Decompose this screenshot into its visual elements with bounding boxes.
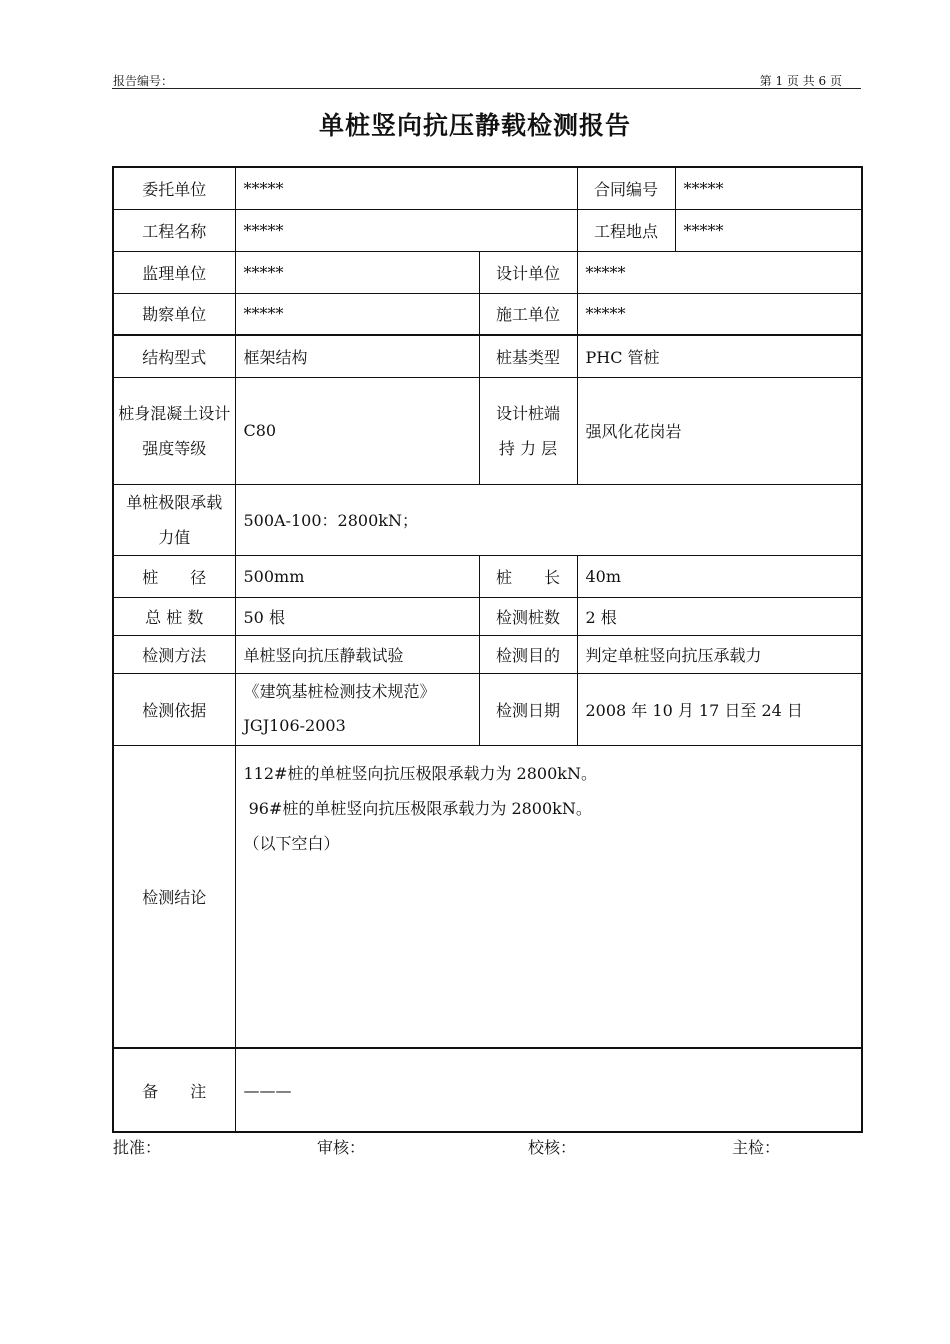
client-label: 委托单位	[113, 167, 235, 209]
row-basis	[113, 673, 862, 745]
designer-value: *****	[577, 251, 862, 293]
capacity-value: 500A-100：2800kN；	[235, 484, 862, 555]
bearing-layer-label: 设计桩端持 力 层	[479, 377, 577, 484]
row-survey	[113, 293, 862, 335]
page-indicator: 第 1 页 共 6 页	[759, 74, 842, 88]
concrete-label: 桩身混凝土设计强度等级	[113, 377, 235, 484]
supervisor-label: 监理单位	[113, 251, 235, 293]
review-signature: 审核：	[317, 1138, 366, 1157]
length-label: 桩 长	[479, 555, 577, 597]
purpose-value: 判定单桩竖向抗压承载力	[577, 635, 862, 673]
builder-label: 施工单位	[479, 293, 577, 335]
builder-value: *****	[577, 293, 862, 335]
purpose-label: 检测目的	[479, 635, 577, 673]
basis-value	[235, 673, 479, 745]
total-label: 总 桩 数	[113, 597, 235, 635]
date-value: 2008 年 10 月 17 日至 24 日	[577, 673, 862, 745]
location-value: *****	[675, 209, 862, 251]
structure-label: 结构型式	[113, 335, 235, 377]
bearing-layer-value: 强风化花岗岩	[577, 377, 862, 484]
approve-signature: 批准：	[113, 1138, 162, 1157]
conclusion-value	[235, 745, 862, 1048]
inspector-signature: 主检：	[732, 1138, 781, 1157]
report-title: 单桩竖向抗压静载检测报告	[318, 111, 631, 140]
remarks-label: 备 注	[113, 1048, 235, 1132]
basis-standard-name: 《建筑基桩检测技术规范》	[243, 682, 436, 701]
total-value: 50 根	[235, 597, 479, 635]
conclusion-line: （以下空白）	[243, 833, 340, 853]
survey-value: *****	[235, 293, 479, 335]
contract-label: 合同编号	[577, 167, 675, 209]
location-label: 工程地点	[577, 209, 675, 251]
method-label: 检测方法	[113, 635, 235, 673]
header-divider	[112, 88, 861, 89]
method-value: 单桩竖向抗压静载试验	[235, 635, 479, 673]
structure-value: 框架结构	[235, 335, 479, 377]
check-signature: 校核：	[528, 1138, 577, 1157]
basis-label: 检测依据	[113, 673, 235, 745]
row-conclusion	[113, 745, 862, 1048]
concrete-value: C80	[235, 377, 479, 484]
project-value: *****	[235, 209, 577, 251]
row-supervisor	[113, 251, 862, 293]
row-total	[113, 597, 862, 635]
row-remarks	[113, 1048, 862, 1132]
designer-label: 设计单位	[479, 251, 577, 293]
row-diameter	[113, 555, 862, 597]
conclusion-line: 96#桩的单桩竖向抗压极限承载力为 2800kN。	[243, 798, 592, 818]
diameter-label: 桩 径	[113, 555, 235, 597]
project-label: 工程名称	[113, 209, 235, 251]
pile-type-value: PHC 管桩	[577, 335, 862, 377]
remarks-value: ———	[235, 1048, 862, 1132]
report-number-label: 报告编号：	[113, 74, 174, 88]
report-table	[112, 166, 863, 1133]
conclusion-label: 检测结论	[113, 745, 235, 1048]
contract-value: *****	[675, 167, 862, 209]
row-structure	[113, 335, 862, 377]
survey-label: 勘察单位	[113, 293, 235, 335]
row-method	[113, 635, 862, 673]
basis-standard-code: JGJ106-2003	[243, 716, 346, 735]
row-client	[113, 167, 862, 209]
row-capacity	[113, 484, 862, 555]
tested-label: 检测桩数	[479, 597, 577, 635]
client-value: *****	[235, 167, 577, 209]
pile-type-label: 桩基类型	[479, 335, 577, 377]
length-value: 40m	[577, 555, 862, 597]
row-concrete	[113, 377, 862, 484]
tested-value: 2 根	[577, 597, 862, 635]
date-label: 检测日期	[479, 673, 577, 745]
capacity-label: 单桩极限承载力值	[113, 484, 235, 555]
row-project	[113, 209, 862, 251]
diameter-value: 500mm	[235, 555, 479, 597]
supervisor-value: *****	[235, 251, 479, 293]
conclusion-line: 112#桩的单桩竖向抗压极限承载力为 2800kN。	[243, 763, 597, 783]
